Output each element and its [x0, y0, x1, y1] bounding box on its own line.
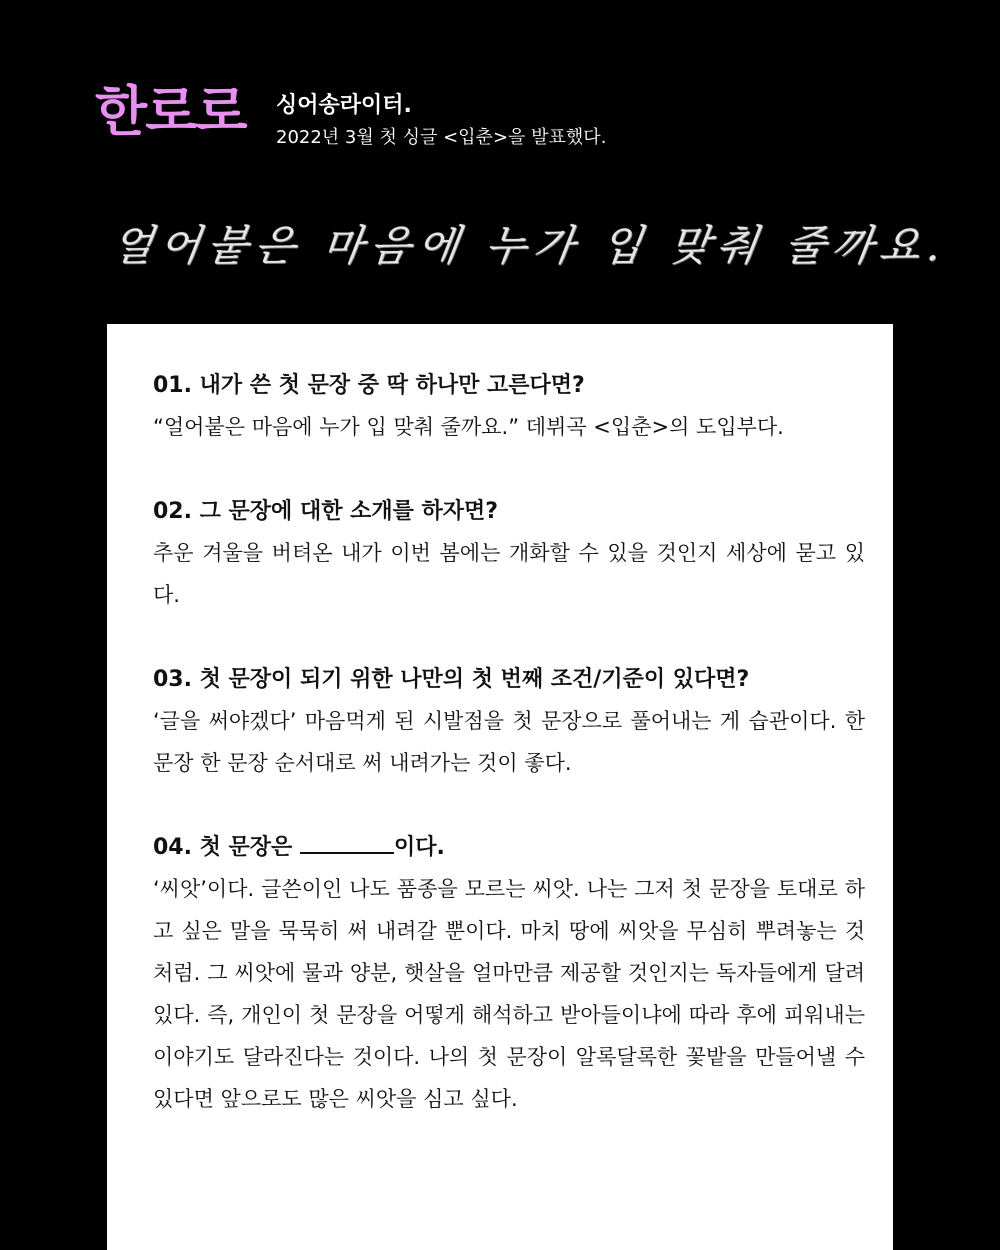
debut-info: 2022년 3월 첫 싱글 <입춘>을 발표했다.	[276, 127, 607, 148]
question-1: 01. 내가 쓴 첫 문장 중 딱 하나만 고른다면?	[153, 373, 585, 398]
qa-list	[153, 366, 865, 1164]
question-3: 03. 첫 문장이 되기 위한 나만의 첫 번째 조건/기준이 있다면?	[153, 667, 750, 692]
interview-card	[107, 324, 893, 1250]
profile-header	[0, 0, 1000, 325]
answer-2: 추운 겨울을 버텨온 내가 이번 봄에는 개화할 수 있을 것인지 세상에 묻고 있다.	[153, 541, 865, 607]
question-2: 02. 그 문장에 대한 소개를 하자면?	[153, 499, 499, 524]
artist-name: 한로로	[95, 80, 246, 143]
artist-role: 싱어송라이터.	[276, 93, 412, 118]
qa-item-1	[153, 366, 865, 448]
qa-item-4	[153, 828, 865, 1120]
handwritten-lyric: 얼어붙은 마음에 누가 입 맞춰 줄까요.	[108, 221, 952, 270]
fill-in-blank	[300, 830, 394, 854]
answer-1: “얼어붙은 마음에 누가 입 맞춰 줄까요.” 데뷔곡 <입춘>의 도입부다.	[153, 415, 784, 439]
question-4	[153, 828, 865, 868]
qa-item-3	[153, 660, 865, 784]
answer-3: ‘글을 써야겠다’ 마음먹게 된 시발점을 첫 문장으로 풀어내는 게 습관이다. 한 문장 한 문장 순서대로 써 내려가는 것이 좋다.	[153, 709, 865, 775]
answer-4: ‘씨앗’이다. 글쓴이인 나도 품종을 모르는 씨앗. 나는 그저 첫 문장을 토대로 하고 싶은 말을 묵묵히 써 내려갈 뿐이다. 마치 땅에 씨앗을 무심히 뿌려놓는 것처럼. 그 씨앗에 물과 양분, 햇살을 얼마만큼 제공할 것인지는 독자들에게 달려있다. 즉, 개인이 첫 문장을 어떻게 해석하고 받아들이냐에 따라 후에 피워내는 이야기도 달라진다는 것이다. 나의 첫 문장이 알록달록한 꽃밭을 만들어낼 수 있다면 앞으로도 많은 씨앗을 심고 싶다.	[153, 877, 865, 1111]
question-4-prefix: 04. 첫 문장은	[153, 835, 293, 860]
qa-item-2	[153, 492, 865, 616]
question-4-suffix: 이다.	[393, 835, 445, 860]
